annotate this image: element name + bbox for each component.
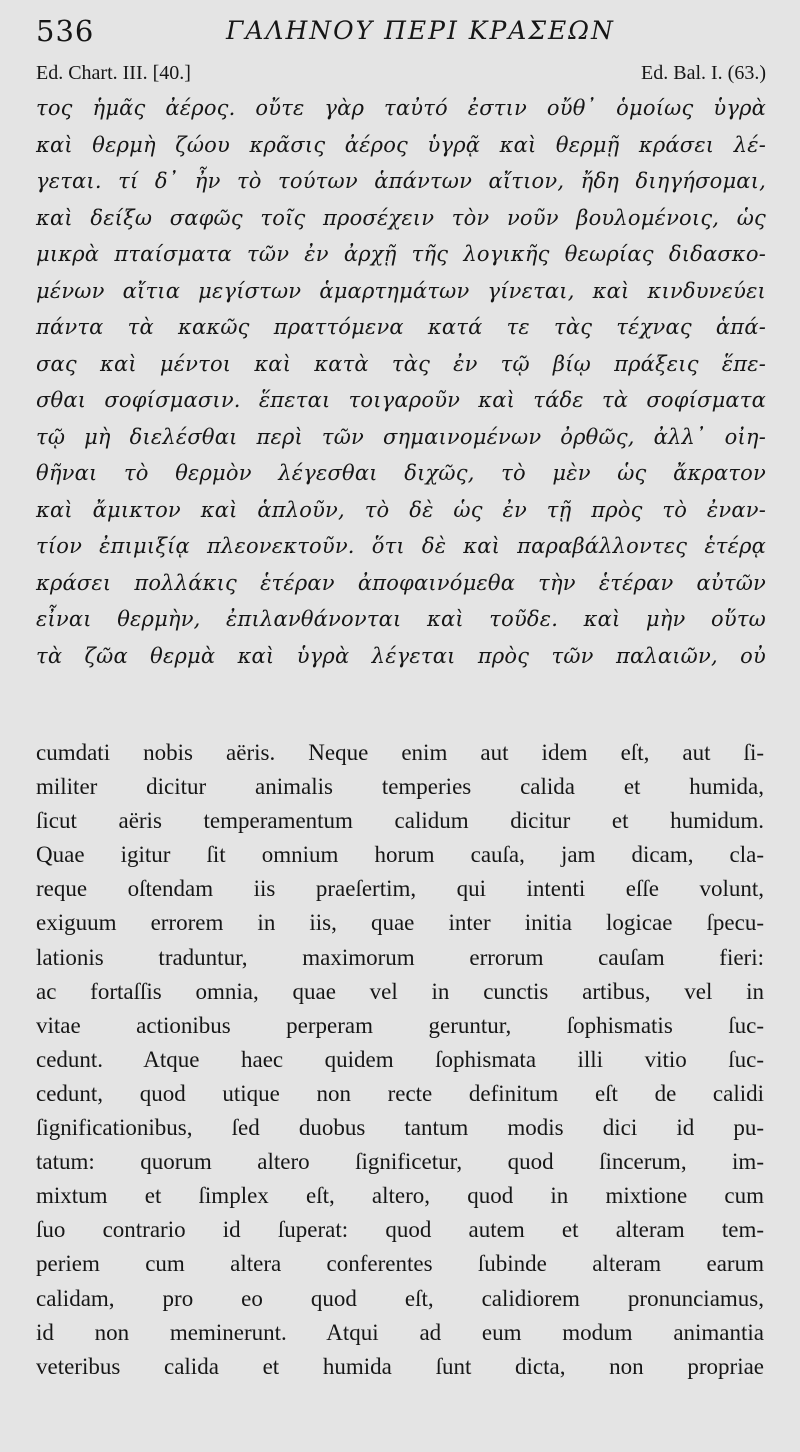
latin-line: militer dicitur animalis temperies calida et humida, xyxy=(36,774,764,800)
latin-line: calidam, pro eo quod eſt, calidiorem pronunciamus, xyxy=(36,1285,764,1311)
latin-text-block xyxy=(36,736,764,1384)
latin-line: ac fortaſſis omnia, quae vel in cunctis artibus, vel in xyxy=(36,978,764,1004)
greek-line: τῷ μὴ διελέσθαι περὶ τῶν σημαινομένων ὀρθῶς, ἀλλ᾽ οἰη- xyxy=(36,424,766,449)
edition-reference-basel: Ed. Bal. I. (63.) xyxy=(641,62,766,84)
latin-line: cedunt. Atque haec quidem ſophismata illi vitio ſuc- xyxy=(36,1046,764,1072)
latin-line: veteribus calida et humida ſunt dicta, non propriae xyxy=(36,1353,764,1379)
latin-line: vitae actionibus perperam geruntur, ſophismatis ſuc- xyxy=(36,1012,764,1038)
greek-line: γεται. τί δ᾽ ἦν τὸ τούτων ἁπάντων αἴτιον, ἤδη διηγήσομαι, xyxy=(36,169,766,193)
greek-line: καὶ ἄμικτον καὶ ἁπλοῦν, τὸ δὲ ὡς ἐν τῇ πρὸς τὸ ἐναν- xyxy=(36,497,766,522)
greek-line: καὶ δείξω σαφῶς τοῖς προσέχειν τὸν νοῦν βουλομένοις, ὡς xyxy=(36,205,766,230)
latin-line: tatum: quorum altero ſignificetur, quod ſincerum, im- xyxy=(36,1149,764,1175)
latin-line: ſicut aëris temperamentum calidum dicitur et humidum. xyxy=(36,808,764,834)
edition-reference-chartier: Ed. Chart. III. [40.] xyxy=(36,62,191,84)
greek-line: καὶ θερμὴ ζώου κρᾶσις ἀέρος ὑγρᾷ καὶ θερμῇ κράσει λέ- xyxy=(36,132,766,157)
greek-line: τίον ἐπιμιξίᾳ πλεονεκτοῦν. ὅτι δὲ καὶ παραβάλλοντες ἑτέρᾳ xyxy=(36,534,766,558)
greek-line: σας καὶ μέντοι καὶ κατὰ τὰς ἐν τῷ βίῳ πράξεις ἕπε- xyxy=(36,351,766,376)
latin-line: ſuo contrario id ſuperat: quod autem et alteram tem- xyxy=(36,1217,764,1243)
greek-line: εἶναι θερμὴν, ἐπιλανθάνονται καὶ τοῦδε. καὶ μὴν οὕτω xyxy=(36,607,766,631)
greek-line: μένων αἴτια μεγίστων ἁμαρτημάτων γίνεται, καὶ κινδυνεύει xyxy=(36,278,766,303)
latin-line: exiguum errorem in iis, quae inter initia logicae ſpecu- xyxy=(36,910,764,936)
greek-text-block xyxy=(36,90,766,674)
latin-line: cedunt, quod utique non recte definitum eſt de calidi xyxy=(36,1080,764,1106)
greek-line: μικρὰ πταίσματα τῶν ἐν ἀρχῇ τῆς λογικῆς θεωρίας διδασκο- xyxy=(36,242,766,266)
greek-line: σθαι σοφίσμασιν. ἕπεται τοιγαροῦν καὶ τάδε τὰ σοφίσματα xyxy=(36,388,766,412)
greek-line: κράσει πολλάκις ἑτέραν ἀποφαινόμεθα τὴν ἑτέραν αὐτῶν xyxy=(36,570,766,595)
latin-line: ſignificationibus, ſed duobus tantum modis dici id pu- xyxy=(36,1115,764,1141)
running-title: ΓΑΛΗΝΟΥ ΠΕΡΙ ΚΡΑΣΕΩΝ xyxy=(226,16,615,45)
latin-line: cumdati nobis aëris. Neque enim aut idem eſt, aut ſi- xyxy=(36,740,764,765)
greek-line: θῆναι τὸ θερμὸν λέγεσθαι διχῶς, τὸ μὲν ὡς ἄκρατον xyxy=(36,461,766,485)
latin-line: Quae igitur ſit omnium horum cauſa, jam dicam, cla- xyxy=(36,842,764,868)
latin-line: periem cum altera conferentes ſubinde alteram earum xyxy=(36,1251,764,1277)
greek-line: τὰ ζῶα θερμὰ καὶ ὑγρὰ λέγεται πρὸς τῶν παλαιῶν, οὐ xyxy=(36,643,766,668)
latin-line: mixtum et ſimplex eſt, altero, quod in mixtione cum xyxy=(36,1183,764,1209)
greek-line: πάντα τὰ κακῶς πραττόμενα κατά τε τὰς τέχνας ἁπά- xyxy=(36,315,766,339)
page-header xyxy=(36,12,766,52)
latin-line: lationis traduntur, maximorum errorum cauſam fieri: xyxy=(36,944,764,970)
latin-line: reque oſtendam iis praeſertim, qui intenti eſſe volunt, xyxy=(36,876,764,902)
greek-line: τος ἡμᾶς ἀέρος. οὔτε γὰρ ταὐτό ἐστιν οὔθ᾽ ὁμοίως ὑγρὰ xyxy=(36,96,766,120)
edition-references xyxy=(36,62,766,88)
page-number: 536 xyxy=(36,14,95,48)
latin-line: id non meminerunt. Atqui ad eum modum animantia xyxy=(36,1319,764,1345)
